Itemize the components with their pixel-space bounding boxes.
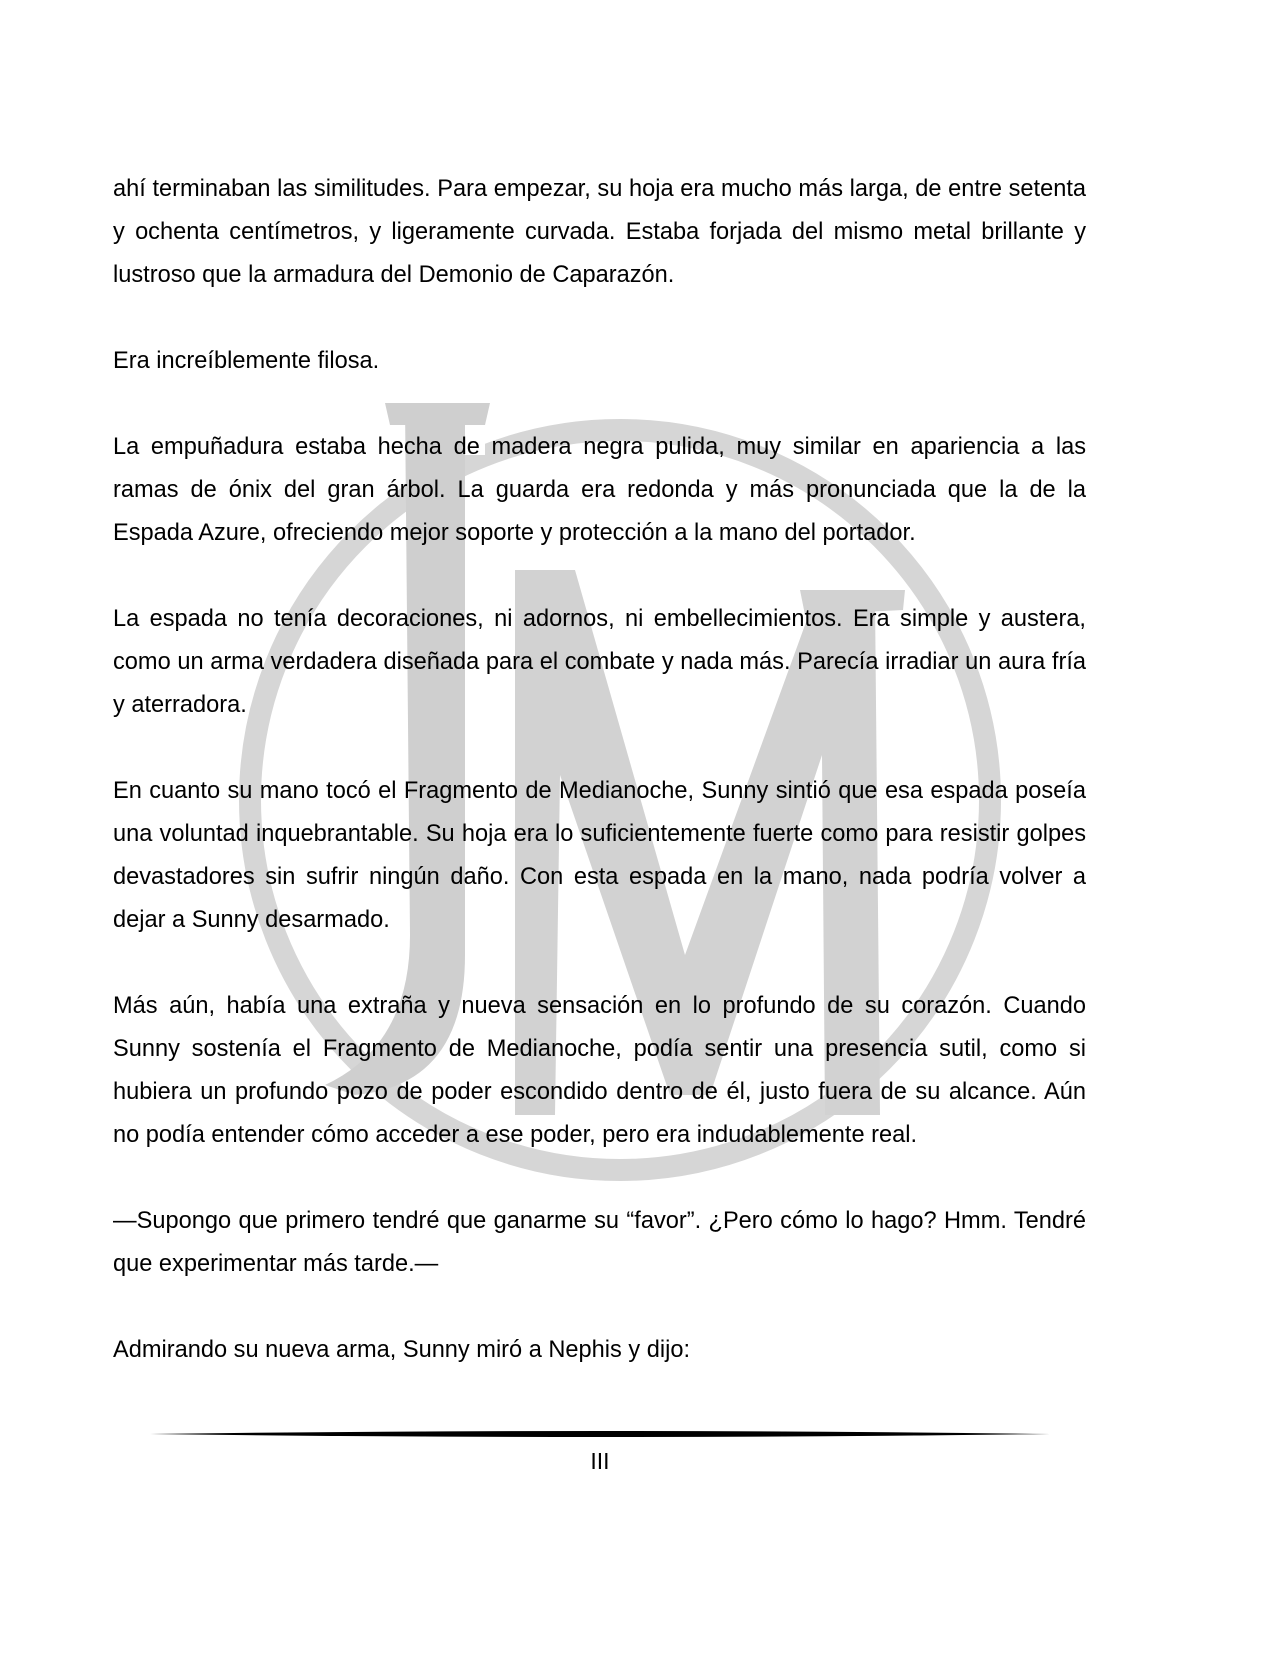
paragraph-2: Era increíblemente filosa.: [113, 348, 380, 374]
paragraph-5: En cuanto su mano tocó el Fragmento de Medianoche, Sunny sintió que esa espada poseía una voluntad inquebrantable. Su hoja era lo suficientemente fuerte como para resistir golpes devastadores sin sufrir ningún daño. Con esta espada en la mano, nada podría volver a dejar a Sunny desarmado.: [113, 778, 1086, 933]
document-body: [113, 168, 1086, 1415]
page-number: III: [590, 1448, 610, 1474]
paragraph-6: Más aún, había una extraña y nueva sensación en lo profundo de su corazón. Cuando Sunny sostenía el Fragmento de Medianoche, podía sentir una presencia sutil, como si hubiera un profundo pozo de poder escondido dentro de él, justo fuera de su alcance. Aún no podía entender cómo acceder a ese poder, pero era indudablemente real.: [113, 993, 1086, 1148]
paragraph-1: ahí terminaban las similitudes. Para empezar, su hoja era mucho más larga, de entre setenta y ochenta centímetros, y ligeramente curvada. Estaba forjada del mismo metal brillante y lustroso que la armadura del Demonio de Caparazón.: [113, 176, 1086, 288]
footer-divider: [150, 1429, 1050, 1439]
paragraph-3: La empuñadura estaba hecha de madera negra pulida, muy similar en apariencia a las ramas de ónix del gran árbol. La guarda era redonda y más pronunciada que la de la Espada Azure, ofreciendo mejor soporte y protección a la mano del portador.: [113, 434, 1086, 546]
paragraph-4: La espada no tenía decoraciones, ni adornos, ni embellecimientos. Era simple y austera, como un arma verdadera diseñada para el combate y nada más. Parecía irradiar un aura fría y aterradora.: [113, 606, 1086, 718]
paragraph-8: Admirando su nueva arma, Sunny miró a Nephis y dijo:: [113, 1337, 691, 1363]
paragraph-7: —Supongo que primero tendré que ganarme su “favor”. ¿Pero cómo lo hago? Hmm. Tendré que experimentar más tarde.—: [113, 1208, 1086, 1277]
